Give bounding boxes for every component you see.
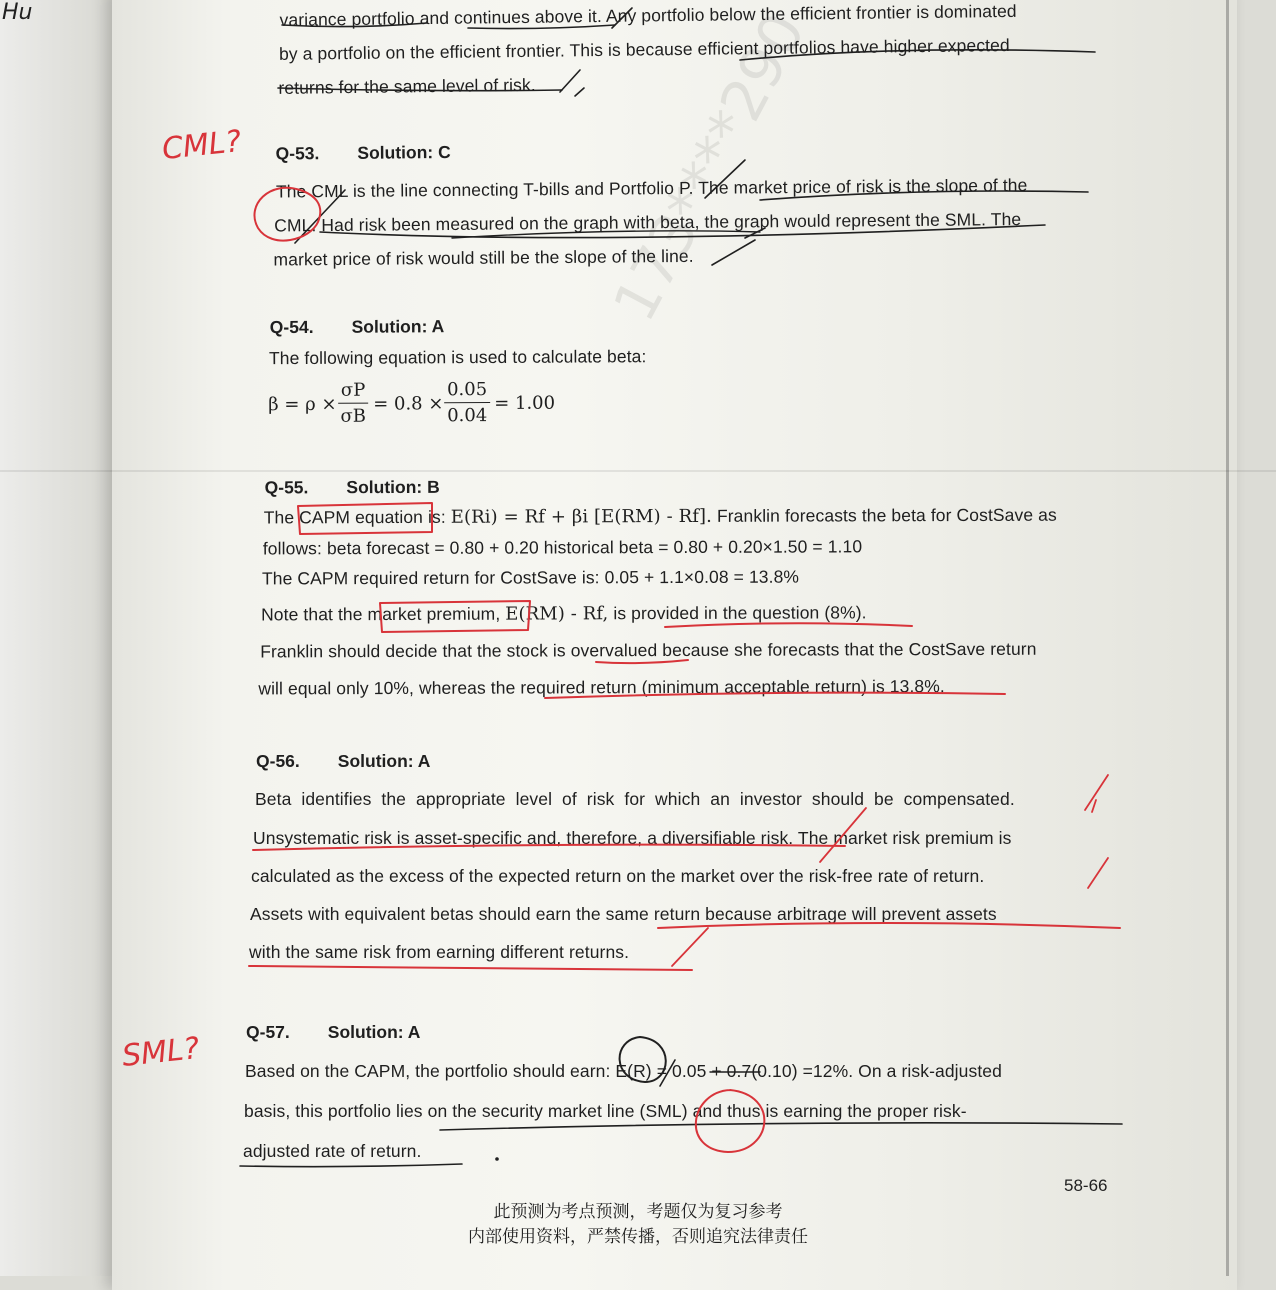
text-span: The CAPM equation is: (263, 506, 446, 528)
red-underline (253, 845, 845, 850)
black-tick (612, 8, 632, 28)
solution-label: Solution: A (351, 316, 445, 337)
solution-label: Solution: B (346, 476, 440, 498)
question-number: Q-57. (246, 1022, 290, 1042)
notice-line: 内部使用资料，严禁传播，否则追究法律责任 (468, 1227, 808, 1246)
fraction-numerator: σP (340, 379, 366, 401)
fraction-numerator: 0.05 (446, 379, 488, 401)
black-tick (560, 70, 584, 96)
text-line: Assets with equivalent betas should earn the same return because arbitrage will prevent assets (250, 904, 997, 924)
black-underline (278, 88, 562, 91)
question-number: Q-55. (264, 477, 309, 498)
black-underline (760, 191, 1088, 200)
black-dot (495, 1157, 499, 1161)
text-span: is provided in the question (8%). (613, 602, 867, 624)
text-line: The CML is the line connecting T-bills and Portfolio P. The market price of risk is the slope of the (275, 174, 1028, 202)
text-line: Franklin should decide that the stock is overvalued because she forecasts that the CostSave return (260, 638, 1037, 662)
red-tick (1085, 775, 1108, 812)
red-underline (596, 660, 688, 663)
red-underline (658, 923, 1120, 928)
red-underline (545, 693, 1005, 698)
text-line: adjusted rate of return. (243, 1141, 422, 1161)
red-circle (254, 188, 320, 241)
question-number: Q-56. (256, 751, 300, 771)
text-line: with the same risk from earning different returns. (249, 942, 630, 962)
text-line: The CAPM required return for CostSave is: 0.05 + 1.1×0.08 = 13.8% (261, 566, 800, 589)
equation-lhs: β = ρ × (268, 393, 337, 416)
handwritten-note-cml: CML? (160, 123, 244, 168)
question-number: Q-53. (275, 143, 320, 164)
black-underline (282, 23, 427, 27)
text-line: by a portfolio on the efficient frontier. This is because efficient portfolios have higher expected (278, 34, 1010, 64)
text-line: Unsystematic risk is asset-specific and, therefore, a diversifiable risk. The market risk premium is (253, 828, 1012, 848)
solution-label: Solution: C (357, 141, 451, 163)
red-circle (696, 1090, 765, 1152)
text-line: market price of risk would still be the slope of the line. (273, 245, 694, 270)
black-circle (620, 1037, 666, 1082)
watermark: 173****290 (600, 2, 819, 332)
black-underline (740, 50, 1095, 60)
black-underline (440, 1123, 1122, 1130)
fraction-denominator: 0.04 (447, 405, 488, 427)
text-span: Franklin forecasts the beta for CostSave as (716, 504, 1057, 526)
page-number: 58-66 (1064, 1176, 1108, 1195)
text-line: will equal only 10%, whereas the required return (minimum acceptable return) is 13.8%. (258, 676, 945, 699)
text-line: basis, this portfolio lies on the security market line (SML) and thus is earning the proper risk- (244, 1101, 967, 1121)
text-line: follows: beta forecast = 0.80 + 0.20 historical beta = 0.80 + 0.20×1.50 = 1.10 (262, 536, 863, 559)
equation-result: = 1.00 (494, 392, 556, 414)
capm-formula: E(Ri) = Rf + βi [E(RM) - Rf]. (450, 505, 713, 528)
red-box (380, 601, 530, 632)
premium-formula: E(RM) - Rf, (505, 603, 609, 625)
text-line: Beta identifies the appropriate level of risk for which an investor should be compensated. (255, 789, 1015, 809)
black-tick (295, 190, 765, 243)
red-tick (1088, 858, 1108, 888)
handwritten-scribble: Hu (2, 0, 33, 25)
red-box (298, 503, 432, 534)
fraction-denominator: σB (340, 405, 367, 427)
handwritten-note-sml: SML? (120, 1031, 202, 1074)
red-tick (672, 928, 708, 966)
text-span: Note that the market premium, (261, 603, 501, 625)
text-line: variance portfolio and continues above it. Any portfolio below the efficient frontier is dominated (279, 0, 1017, 30)
solution-label: Solution: A (327, 1022, 421, 1042)
red-underline (665, 623, 912, 627)
notice-line: 此预测为考点预测，考题仅为复习参考 (493, 1202, 783, 1221)
text-line: calculated as the excess of the expected return on the market over the risk-free rate of return. (251, 866, 985, 886)
text-line: Based on the CAPM, the portfolio should earn: E(R) = 0.05 + 0.7(0.10) =12%. On a risk-adjusted (245, 1061, 1002, 1081)
text-line: CML. Had risk been measured on the graph with beta, the graph would represent the SML. The (274, 209, 1022, 236)
black-underline (468, 25, 615, 29)
text-line: returns for the same level of risk. (278, 74, 536, 98)
black-tick (705, 160, 745, 198)
black-tick (712, 240, 755, 265)
question-number: Q-54. (269, 316, 314, 338)
solution-label: Solution: A (337, 751, 431, 771)
red-tick (820, 808, 866, 862)
text-line: The following equation is used to calculate beta: (268, 346, 647, 369)
red-underline (249, 966, 692, 970)
equation-middle: = 0.8 × (373, 393, 444, 415)
black-underline (240, 1164, 462, 1167)
